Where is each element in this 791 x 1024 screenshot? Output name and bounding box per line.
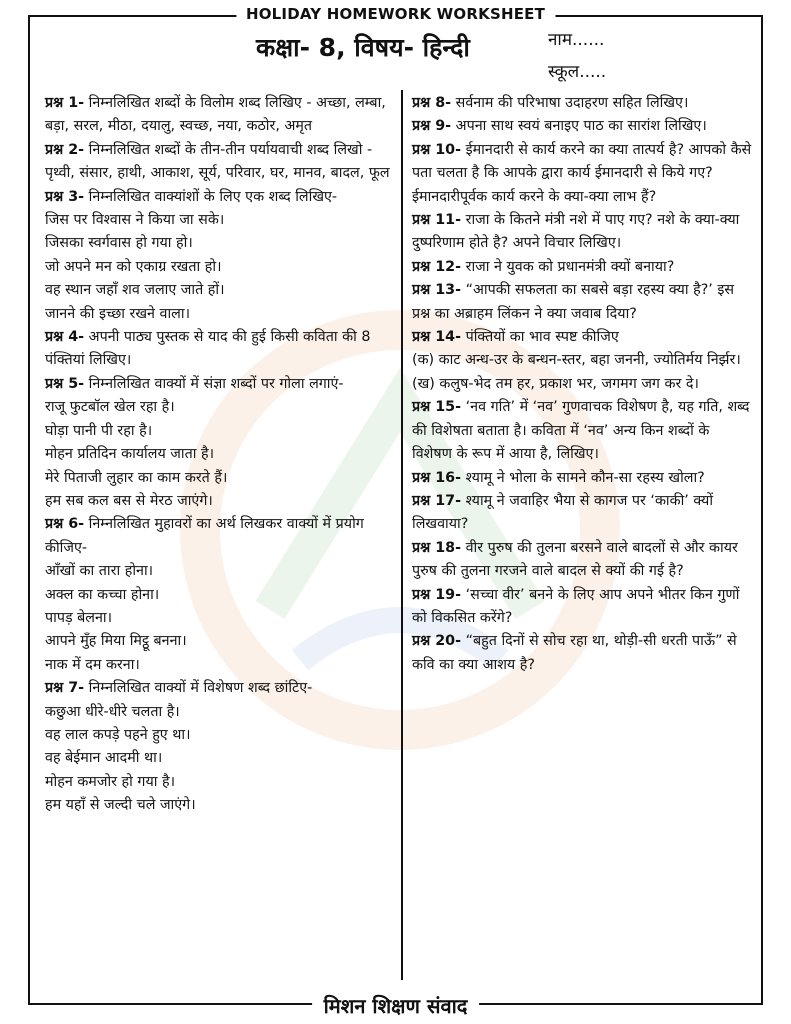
question-text: (ख) कलुष-भेद तम हर, प्रकाश भर, जगमग जग कर दे। <box>412 375 699 392</box>
question-text: अपना साथ स्वयं बनाइए पाठ का सारांश लिखिए। <box>451 118 707 135</box>
question-text: निम्नलिखित वाक्यों में संज्ञा शब्दों पर गोला लगाएं- <box>84 375 344 392</box>
question-line <box>45 92 393 139</box>
question-line <box>412 373 752 396</box>
question-text: राजा ने युवक को प्रधानमंत्री क्यों बनाया? <box>461 258 675 275</box>
question-line <box>412 537 752 584</box>
question-text: “बहुत दिनों से सोच रहा था, थोड़ी-सी धरती पाऊँ” से कवि का क्या आशय है? <box>412 633 737 673</box>
question-text: वीर पुरुष की तुलना बरसने वाले बादलों से और कायर पुरुष की तुलना गरजने वाले बादल से क्यों की गई है? <box>412 539 738 580</box>
question-number: प्रश्न 18- <box>412 539 462 556</box>
question-text: अक्ल का कच्चा होना। <box>45 586 160 603</box>
question-text: पृथ्वी, संसार, हाथी, आकाश, सूर्य, परिवार, घर, मानव, बादल, फूल <box>45 165 390 182</box>
question-text: जिसका स्वर्गवास हो गया हो। <box>45 235 193 252</box>
question-line <box>412 490 752 537</box>
question-line <box>45 560 393 583</box>
column-divider <box>401 90 403 980</box>
question-text: हम यहाँ से जल्दी चले जाएंगे। <box>45 797 196 814</box>
question-text: निम्नलिखित वाक्यों में विशेषण शब्द छांटिए- <box>84 680 313 697</box>
question-number: प्रश्न 6- <box>45 516 85 533</box>
name-field: नाम...... <box>548 30 605 50</box>
question-line <box>412 256 752 279</box>
question-text: निम्नलिखित मुहावरों का अर्थ लिखकर वाक्यों में प्रयोग कीजिए- <box>45 516 364 556</box>
question-number: प्रश्न 15- <box>412 399 462 416</box>
question-line <box>45 654 393 677</box>
question-line <box>412 279 752 326</box>
question-text: वह बेईमान आदमी था। <box>45 750 163 767</box>
question-line <box>45 279 393 302</box>
question-text: सर्वनाम की परिभाषा उदाहरण सहित लिखिए। <box>451 95 689 111</box>
question-line <box>45 607 393 630</box>
question-number: प्रश्न 5- <box>45 375 85 392</box>
question-number: प्रश्न 16- <box>412 469 462 486</box>
question-text: वह स्थान जहाँ शव जलाए जाते हों। <box>45 282 225 299</box>
question-number: प्रश्न 3- <box>45 188 85 205</box>
question-number: प्रश्न 17- <box>412 492 462 509</box>
question-number: प्रश्न 13- <box>412 282 462 299</box>
right-question-column <box>412 92 752 677</box>
question-line <box>45 373 393 396</box>
question-line <box>45 443 393 466</box>
question-text: अपनी पाठ्य पुस्तक से याद की हुई किसी कविता की 8 पंक्तियां लिखिए। <box>45 329 371 369</box>
student-info <box>548 24 606 88</box>
question-line <box>45 162 393 185</box>
question-text: मोहन कमजोर हो गया है। <box>45 773 175 790</box>
question-number: प्रश्न 20- <box>412 633 462 650</box>
question-text: आँखों का तारा होना। <box>45 563 154 580</box>
question-line <box>412 584 752 631</box>
question-text: श्यामू ने जवाहिर भैया से कागज पर ‘काकी’ क्यों लिखवाया? <box>412 492 714 533</box>
question-line <box>45 396 393 419</box>
question-line <box>45 467 393 490</box>
question-text: “आपकी सफलता का सबसे बड़ा रहस्य क्या है?’ इस प्रश्न का अब्राहम लिंकन ने क्या जवाब दिया? <box>412 282 735 322</box>
question-line <box>412 92 752 115</box>
question-line <box>412 326 752 349</box>
worksheet-label: HOLIDAY HOMEWORK WORKSHEET <box>236 5 555 23</box>
question-text: ‘सच्चा वीर’ बनने के लिए आप अपने भीतर किन गुणों को विकसित करेंगे? <box>412 586 740 626</box>
question-line <box>412 139 752 209</box>
question-text: नाक में दम करना। <box>45 656 140 673</box>
question-text: पंक्तियों का भाव स्पष्ट कीजिए <box>461 329 619 346</box>
question-text: ईमानदारी से कार्य करने का क्या तात्पर्य है? आपको कैसे पता चलता है कि आपके द्वारा कार्य ईमानदारी से किये गए? ईमानदारीपूर्वक कार्य करने के क्या-क्या लाभ हैं? <box>412 141 752 205</box>
question-line <box>412 396 752 466</box>
question-text: राजा के कितने मंत्री नशे में पाए गए? नशे के क्या-क्या दुष्परिणाम होते है? अपने विचार लिखिए। <box>412 212 740 252</box>
question-text: वह लाल कपड़े पहने हुए था। <box>45 726 191 743</box>
question-line <box>45 186 393 209</box>
question-text: आपने मुँह मिया मिट्ठू बनना। <box>45 633 187 650</box>
question-line <box>45 724 393 747</box>
question-line <box>412 115 752 138</box>
question-line <box>45 630 393 653</box>
question-number: प्रश्न 10- <box>412 141 462 158</box>
page-title: कक्षा- 8, विषय- हिन्दी <box>256 33 470 62</box>
question-line <box>412 209 752 256</box>
question-text: घोड़ा पानी पी रहा है। <box>45 422 153 439</box>
question-text: जानने की इच्छा रखने वाला। <box>45 305 190 322</box>
question-text: श्यामू ने भोला के सामने कौन-सा रहस्य खोला? <box>461 469 705 486</box>
footer-brand: मिशन शिक्षण संवाद <box>312 992 480 1019</box>
question-line <box>412 630 752 677</box>
question-line <box>412 349 752 372</box>
question-line <box>45 256 393 279</box>
question-line <box>45 794 393 817</box>
school-field: स्कूल..... <box>548 62 607 82</box>
question-text: हम सब कल बस से मेरठ जाएंगे। <box>45 492 213 509</box>
question-text: पापड़ बेलना। <box>45 609 113 626</box>
question-line <box>45 303 393 326</box>
question-number: प्रश्न 12- <box>412 258 462 275</box>
question-line <box>412 467 752 490</box>
question-line <box>45 513 393 560</box>
question-line <box>45 771 393 794</box>
question-text: निम्नलिखित शब्दों के विलोम शब्द लिखिए - अच्छा, लम्बा, बड़ा, सरल, मीठा, दयालु, स्वच्छ, नया, कठोर, अमृत <box>45 95 386 135</box>
question-text: (क) काट अन्ध-उर के बन्धन-स्तर, बहा जननी, ज्योतिर्मय निर्झर। <box>412 352 741 369</box>
question-number: प्रश्न 9- <box>412 118 452 135</box>
question-number: प्रश्न 1- <box>45 95 85 111</box>
question-line <box>45 326 393 373</box>
question-line <box>45 701 393 724</box>
question-text: मोहन प्रतिदिन कार्यालय जाता है। <box>45 446 215 463</box>
question-line <box>45 420 393 443</box>
question-line <box>45 139 393 162</box>
question-number: प्रश्न 2- <box>45 141 85 158</box>
left-question-column <box>45 92 393 818</box>
question-number: प्रश्न 7- <box>45 680 85 697</box>
question-line <box>45 490 393 513</box>
question-line <box>45 209 393 232</box>
question-number: प्रश्न 11- <box>412 212 462 229</box>
question-text: निम्नलिखित वाक्यांशों के लिए एक शब्द लिखिए- <box>84 188 338 205</box>
question-number: प्रश्न 14- <box>412 329 462 346</box>
question-number: प्रश्न 19- <box>412 586 462 603</box>
question-text: कछुआ धीरे-धीरे चलता है। <box>45 703 180 720</box>
question-line <box>45 584 393 607</box>
question-line <box>45 232 393 255</box>
question-text: राजू फुटबॉल खेल रहा है। <box>45 399 175 416</box>
question-line <box>45 677 393 700</box>
question-number: प्रश्न 4- <box>45 329 85 346</box>
question-text: मेरे पिताजी लुहार का काम करते हैं। <box>45 469 228 486</box>
question-text: निम्नलिखित शब्दों के तीन-तीन पर्यायवाची शब्द लिखो - <box>84 141 373 158</box>
question-text: ‘नव गति’ में ‘नव’ गुणवाचक विशेषण है, यह गति, शब्द की विशेषता बताता है। कविता में ‘नव’ अन्य किन शब्दों के विशेषण के रूप में आया है, लिखिए। <box>412 399 750 463</box>
question-text: जिस पर विश्वास ने किया जा सके। <box>45 212 225 229</box>
question-number: प्रश्न 8- <box>412 95 452 111</box>
question-text: जो अपने मन को एकाग्र रखता हो। <box>45 258 222 275</box>
question-line <box>45 747 393 770</box>
